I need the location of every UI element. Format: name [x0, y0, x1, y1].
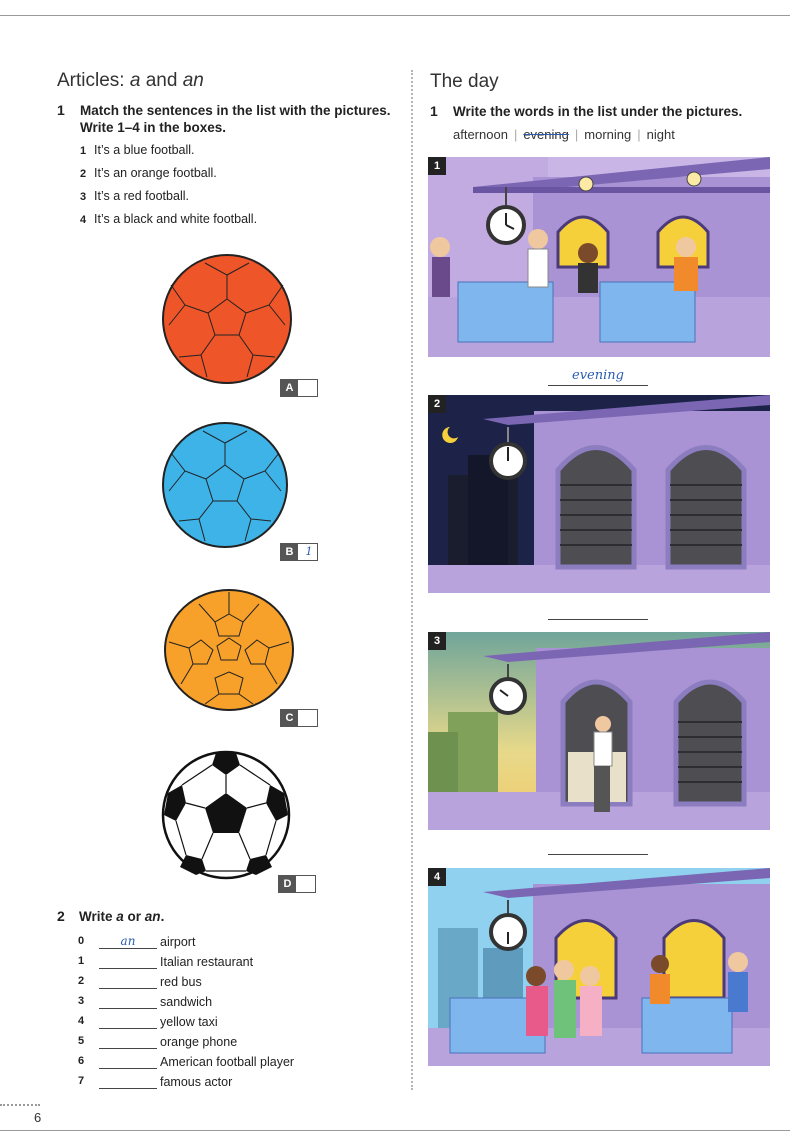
word-afternoon: afternoon	[453, 127, 508, 142]
section-heading-articles: Articles: a and an	[57, 70, 204, 91]
blank-line[interactable]	[99, 1068, 157, 1069]
answer-line-picture-2[interactable]	[548, 601, 648, 620]
page-number: 6	[34, 1110, 42, 1125]
question-number-1: 1	[57, 102, 65, 118]
question-2-instruction: Write a or an.	[79, 909, 165, 924]
question-1-instruction: Match the sentences in the list with the pictures. Write 1–4 in the boxes.	[80, 103, 391, 135]
blank-line[interactable]	[99, 988, 157, 989]
blank-line[interactable]	[99, 1048, 157, 1049]
orange-football-image	[162, 588, 296, 712]
answer-box-a[interactable]: A	[280, 379, 318, 397]
picture-number: 2	[428, 395, 446, 413]
word-list: afternoon | evening | morning | night	[453, 127, 675, 142]
blank-line[interactable]	[99, 1088, 157, 1089]
sentence-item: 2 It’s an orange football.	[80, 166, 217, 180]
answer-box-d[interactable]: D	[278, 875, 316, 893]
word-evening: evening	[523, 127, 569, 142]
column-divider	[411, 70, 413, 1090]
picture-1-evening	[428, 157, 770, 357]
answer-line-picture-3[interactable]	[548, 836, 648, 855]
picture-3-morning	[428, 632, 770, 830]
picture-number: 4	[428, 868, 446, 886]
word-morning: morning	[584, 127, 632, 142]
sentence-item: 1 It’s a blue football.	[80, 143, 195, 157]
question-number-2: 2	[57, 908, 65, 924]
answer-box-c[interactable]: C	[280, 709, 318, 727]
blank-line[interactable]	[99, 968, 157, 969]
sentence-item: 4 It’s a black and white football.	[80, 212, 258, 226]
answer-line-picture-1[interactable]: evening	[548, 367, 648, 386]
picture-number: 1	[428, 157, 446, 175]
footer-dots	[0, 1104, 40, 1106]
blank-line[interactable]	[99, 1008, 157, 1009]
answer-box-b[interactable]: B 1	[280, 543, 318, 561]
word-night: night	[646, 127, 675, 142]
picture-number: 3	[428, 632, 446, 650]
question-1-right-instruction: Write the words in the list under the pictures.	[453, 104, 743, 119]
blue-football-image	[160, 420, 290, 550]
blank-line[interactable]	[99, 948, 157, 949]
black-and-white-football-image	[160, 750, 292, 880]
section-heading-the-day: The day	[430, 71, 499, 92]
picture-4-afternoon	[428, 868, 770, 1066]
top-rule	[0, 15, 790, 16]
bottom-rule	[0, 1130, 790, 1131]
question-number-1-right: 1	[430, 103, 438, 119]
blank-line[interactable]	[99, 1028, 157, 1029]
sentence-item: 3 It’s a red football.	[80, 189, 189, 203]
picture-2-night	[428, 395, 770, 593]
red-football-image	[160, 252, 294, 386]
